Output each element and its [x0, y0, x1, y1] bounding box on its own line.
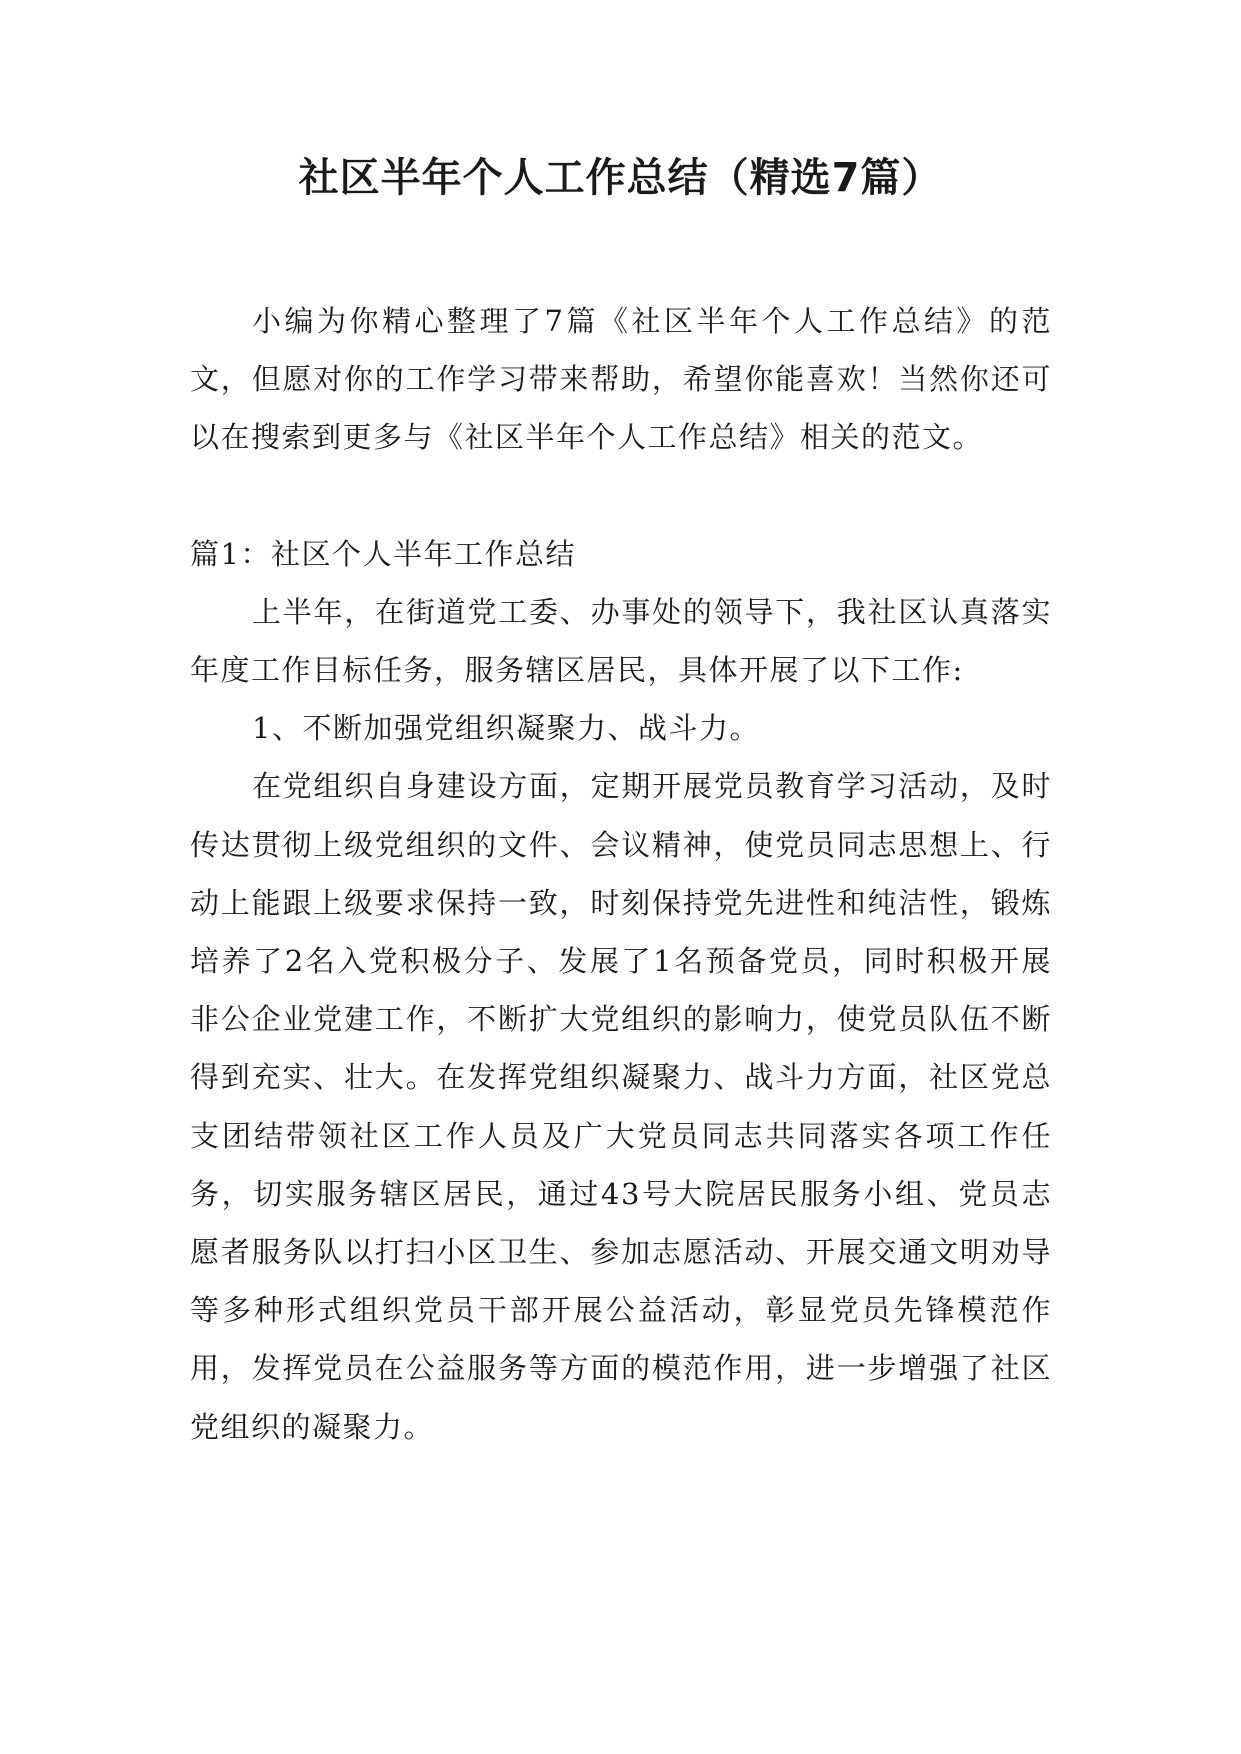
paragraph-gap	[190, 467, 1052, 525]
body-paragraph: 在党组织自身建设方面，定期开展党员教育学习活动，及时传达贯彻上级党组织的文件、会议精神，使党员同志思想上、行动上能跟上级要求保持一致，时刻保持党先进性和纯洁性，锻炼培养了2名入党积极分子、发展了1名预备党员，同时积极开展非公企业党建工作，不断扩大党组织的影响力，使党员队伍不断得到充实、壮大。在发挥党组织凝聚力、战斗力方面，社区党总支团结带领社区工作人员及广大党员同志共同落实各项工作任务，切实服务辖区居民，通过43号大院居民服务小组、党员志愿者服务队以打扫小区卫生、参加志愿活动、开展交通文明劝导等多种形式组织党员干部开展公益活动，彰显党员先锋模范作用，发挥党员在公益服务等方面的模范作用，进一步增强了社区党组织的凝聚力。	[190, 769, 1052, 1444]
document-title: 社区半年个人工作总结（精选7篇）	[298, 155, 943, 201]
document-body	[190, 292, 1052, 1456]
body-paragraph: 上半年，在街道党工委、办事处的领导下，我社区认真落实年度工作目标任务，服务辖区居民，具体开展了以下工作:	[190, 594, 1052, 688]
section-heading: 篇1：社区个人半年工作总结	[190, 536, 576, 571]
numbered-item: 1、不断加强党组织凝聚力、战斗力。	[252, 711, 760, 746]
intro-paragraph: 小编为你精心整理了7篇《社区半年个人工作总结》的范文，但愿对你的工作学习带来帮助，希望你能喜欢！当然你还可以在搜索到更多与《社区半年个人工作总结》相关的范文。	[190, 304, 1052, 455]
